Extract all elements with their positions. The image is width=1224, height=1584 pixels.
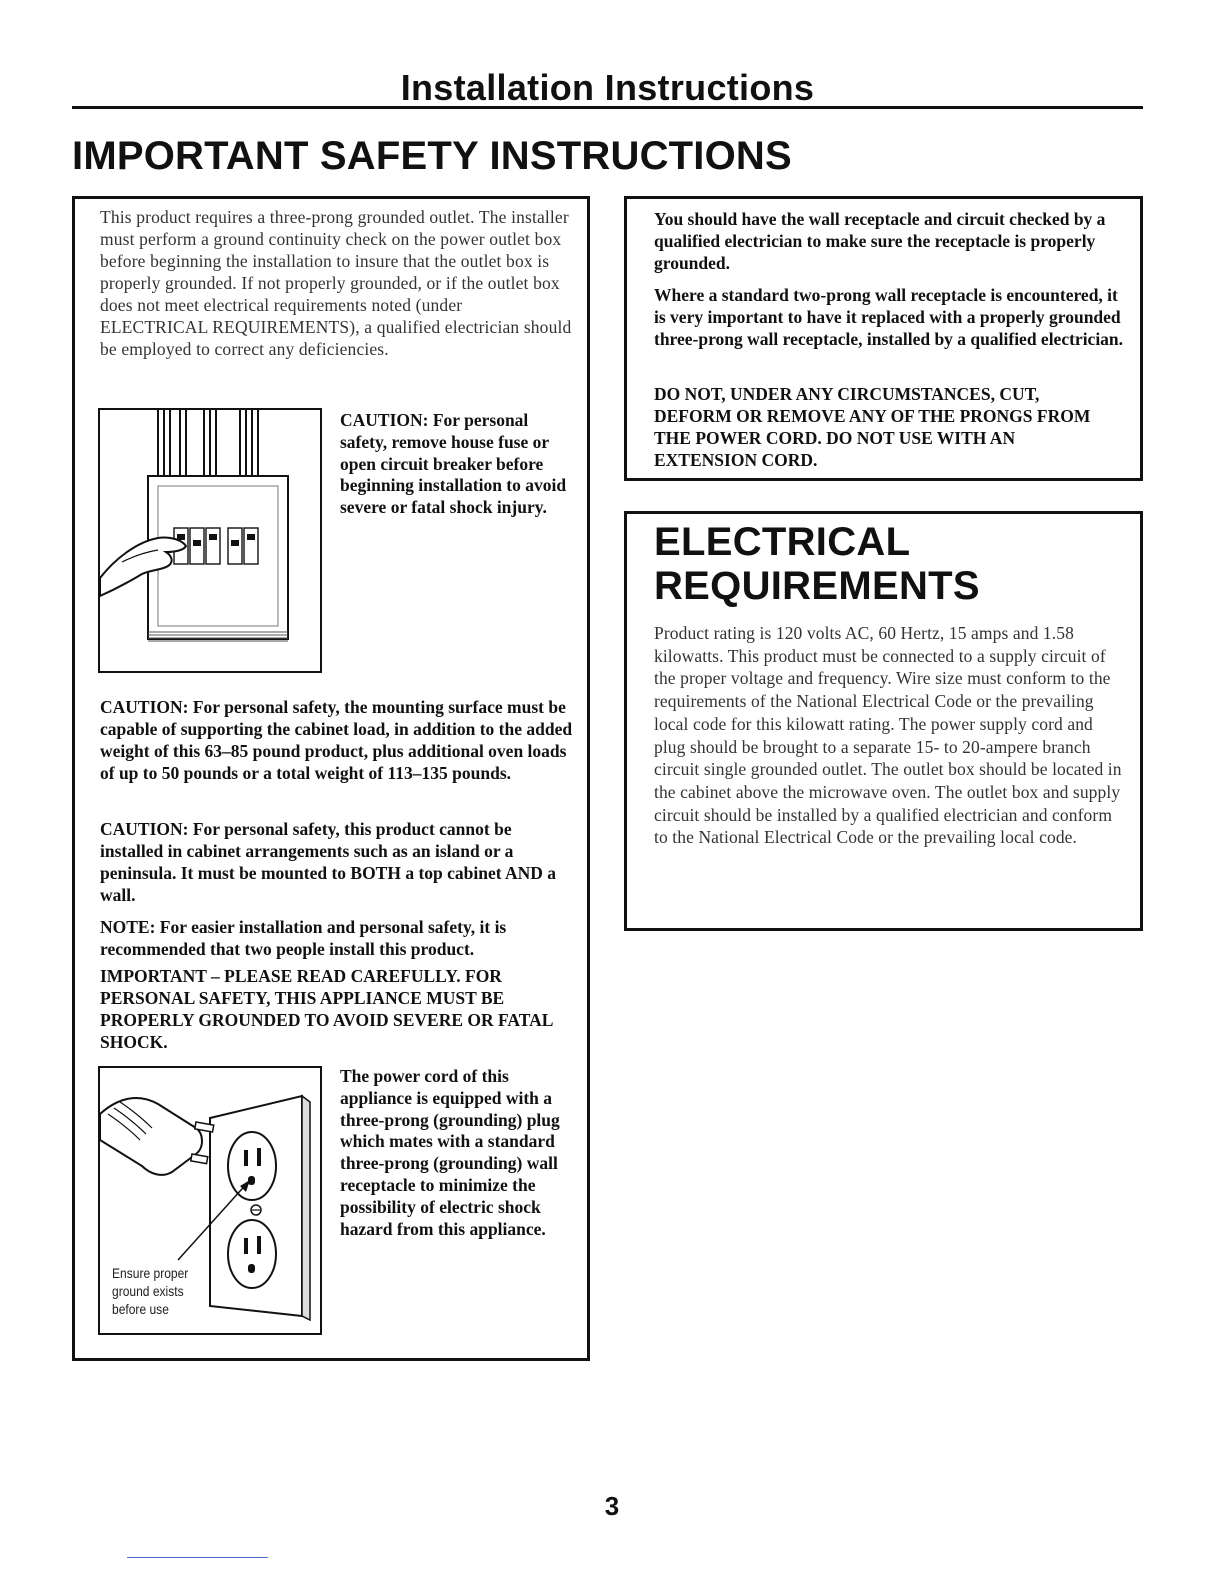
warning-prongs-text: DO NOT, UNDER ANY CIRCUMSTANCES, CUT, DEFORM OR REMOVE ANY OF THE PRONGS FROM THE POWER CORD. DO NOT USE WITH AN EXTENSION CORD. — [654, 384, 1091, 470]
note-text: NOTE: For easier installation and personal safety, it is recommended that two people install this product. — [100, 917, 507, 959]
section-header: Installation Instructions — [400, 67, 815, 108]
outlet-caption-line: ground exists — [112, 1283, 184, 1299]
breaker-panel-icon — [100, 410, 320, 671]
intro-paragraph: This product requires a three-prong grounded outlet. The installer must perform a ground continuity check on the power outlet box before beginning the installation to insure that the outlet box is properly grounded. If not properly grounded, or if the outlet box does not meet electrical requirements noted (under ELECTRICAL REQUIREMENTS), a qualified electrician should be employed to correct any deficiencies. — [100, 207, 572, 359]
important-grounding-text: IMPORTANT – PLEASE READ CAREFULLY. FOR PERSONAL SAFETY, THIS APPLIANCE MUST BE PROPERLY GROUNDED TO AVOID SEVERE OR FATAL SHOCK. — [100, 966, 553, 1052]
caution-fuse-text: CAUTION: For personal safety, remove house fuse or open circuit breaker before beginning installation to avoid severe or fatal shock injury. — [340, 410, 567, 518]
outlet-caption — [112, 1264, 188, 1318]
electrical-title-line: REQUIREMENTS — [654, 564, 980, 608]
power-cord-text: The power cord of this appliance is equipped with a three-prong (grounding) plug which mates with a standard three-prong (grounding) wall receptacle to minimize the possibility of electric shock hazard from this appliance. — [340, 1066, 560, 1239]
breaker-panel-figure — [98, 408, 322, 673]
page-number: 3 — [604, 1491, 620, 1521]
page-title: IMPORTANT SAFETY INSTRUCTIONS — [72, 134, 792, 178]
warning-check-text: You should have the wall receptacle and circuit checked by a qualified electrician to make sure the receptacle is properly grounded. — [654, 209, 1106, 273]
footer-rule — [127, 1557, 268, 1558]
caution-mounting-text: CAUTION: For personal safety, the mounting surface must be capable of supporting the cabinet load, in addition to the added weight of this 63–85 pound product, plus additional oven loads of up to 50 pounds or a total weight of 113–135 pounds. — [100, 697, 573, 783]
outlet-caption-line: Ensure proper — [112, 1265, 189, 1281]
electrical-requirements-body: Product rating is 120 volts AC, 60 Hertz, 15 amps and 1.58 kilowatts. This product must be connected to a supply circuit of the proper voltage and frequency. Wire size must conform to the requirements of the National Electrical Code or the prevailing local code for this kilowatt rating. The power supply cord and plug should be brought to a separate 15- to 20-ampere branch circuit single grounded outlet. The outlet box should be located in the cabinet above the microwave oven. The outlet box and supply circuit should be installed by a qualified electrician and conform to the National Electrical Code or the prevailing local code. — [654, 623, 1122, 848]
electrical-requirements-title — [654, 520, 980, 608]
warning-two-prong-text: Where a standard two-prong wall receptacle is encountered, it is very important to have it replaced with a properly grounded three-prong wall receptacle, installed by a qualified electrician. — [654, 285, 1124, 349]
outlet-caption-line: before use — [112, 1301, 169, 1317]
header-rule — [72, 106, 1143, 109]
outlet-figure — [98, 1066, 322, 1335]
electrical-title-line: ELECTRICAL — [654, 520, 911, 564]
caution-island-text: CAUTION: For personal safety, this product cannot be installed in cabinet arrangements such as an island or a peninsula. It must be mounted to BOTH a top cabinet AND a wall. — [100, 819, 557, 905]
